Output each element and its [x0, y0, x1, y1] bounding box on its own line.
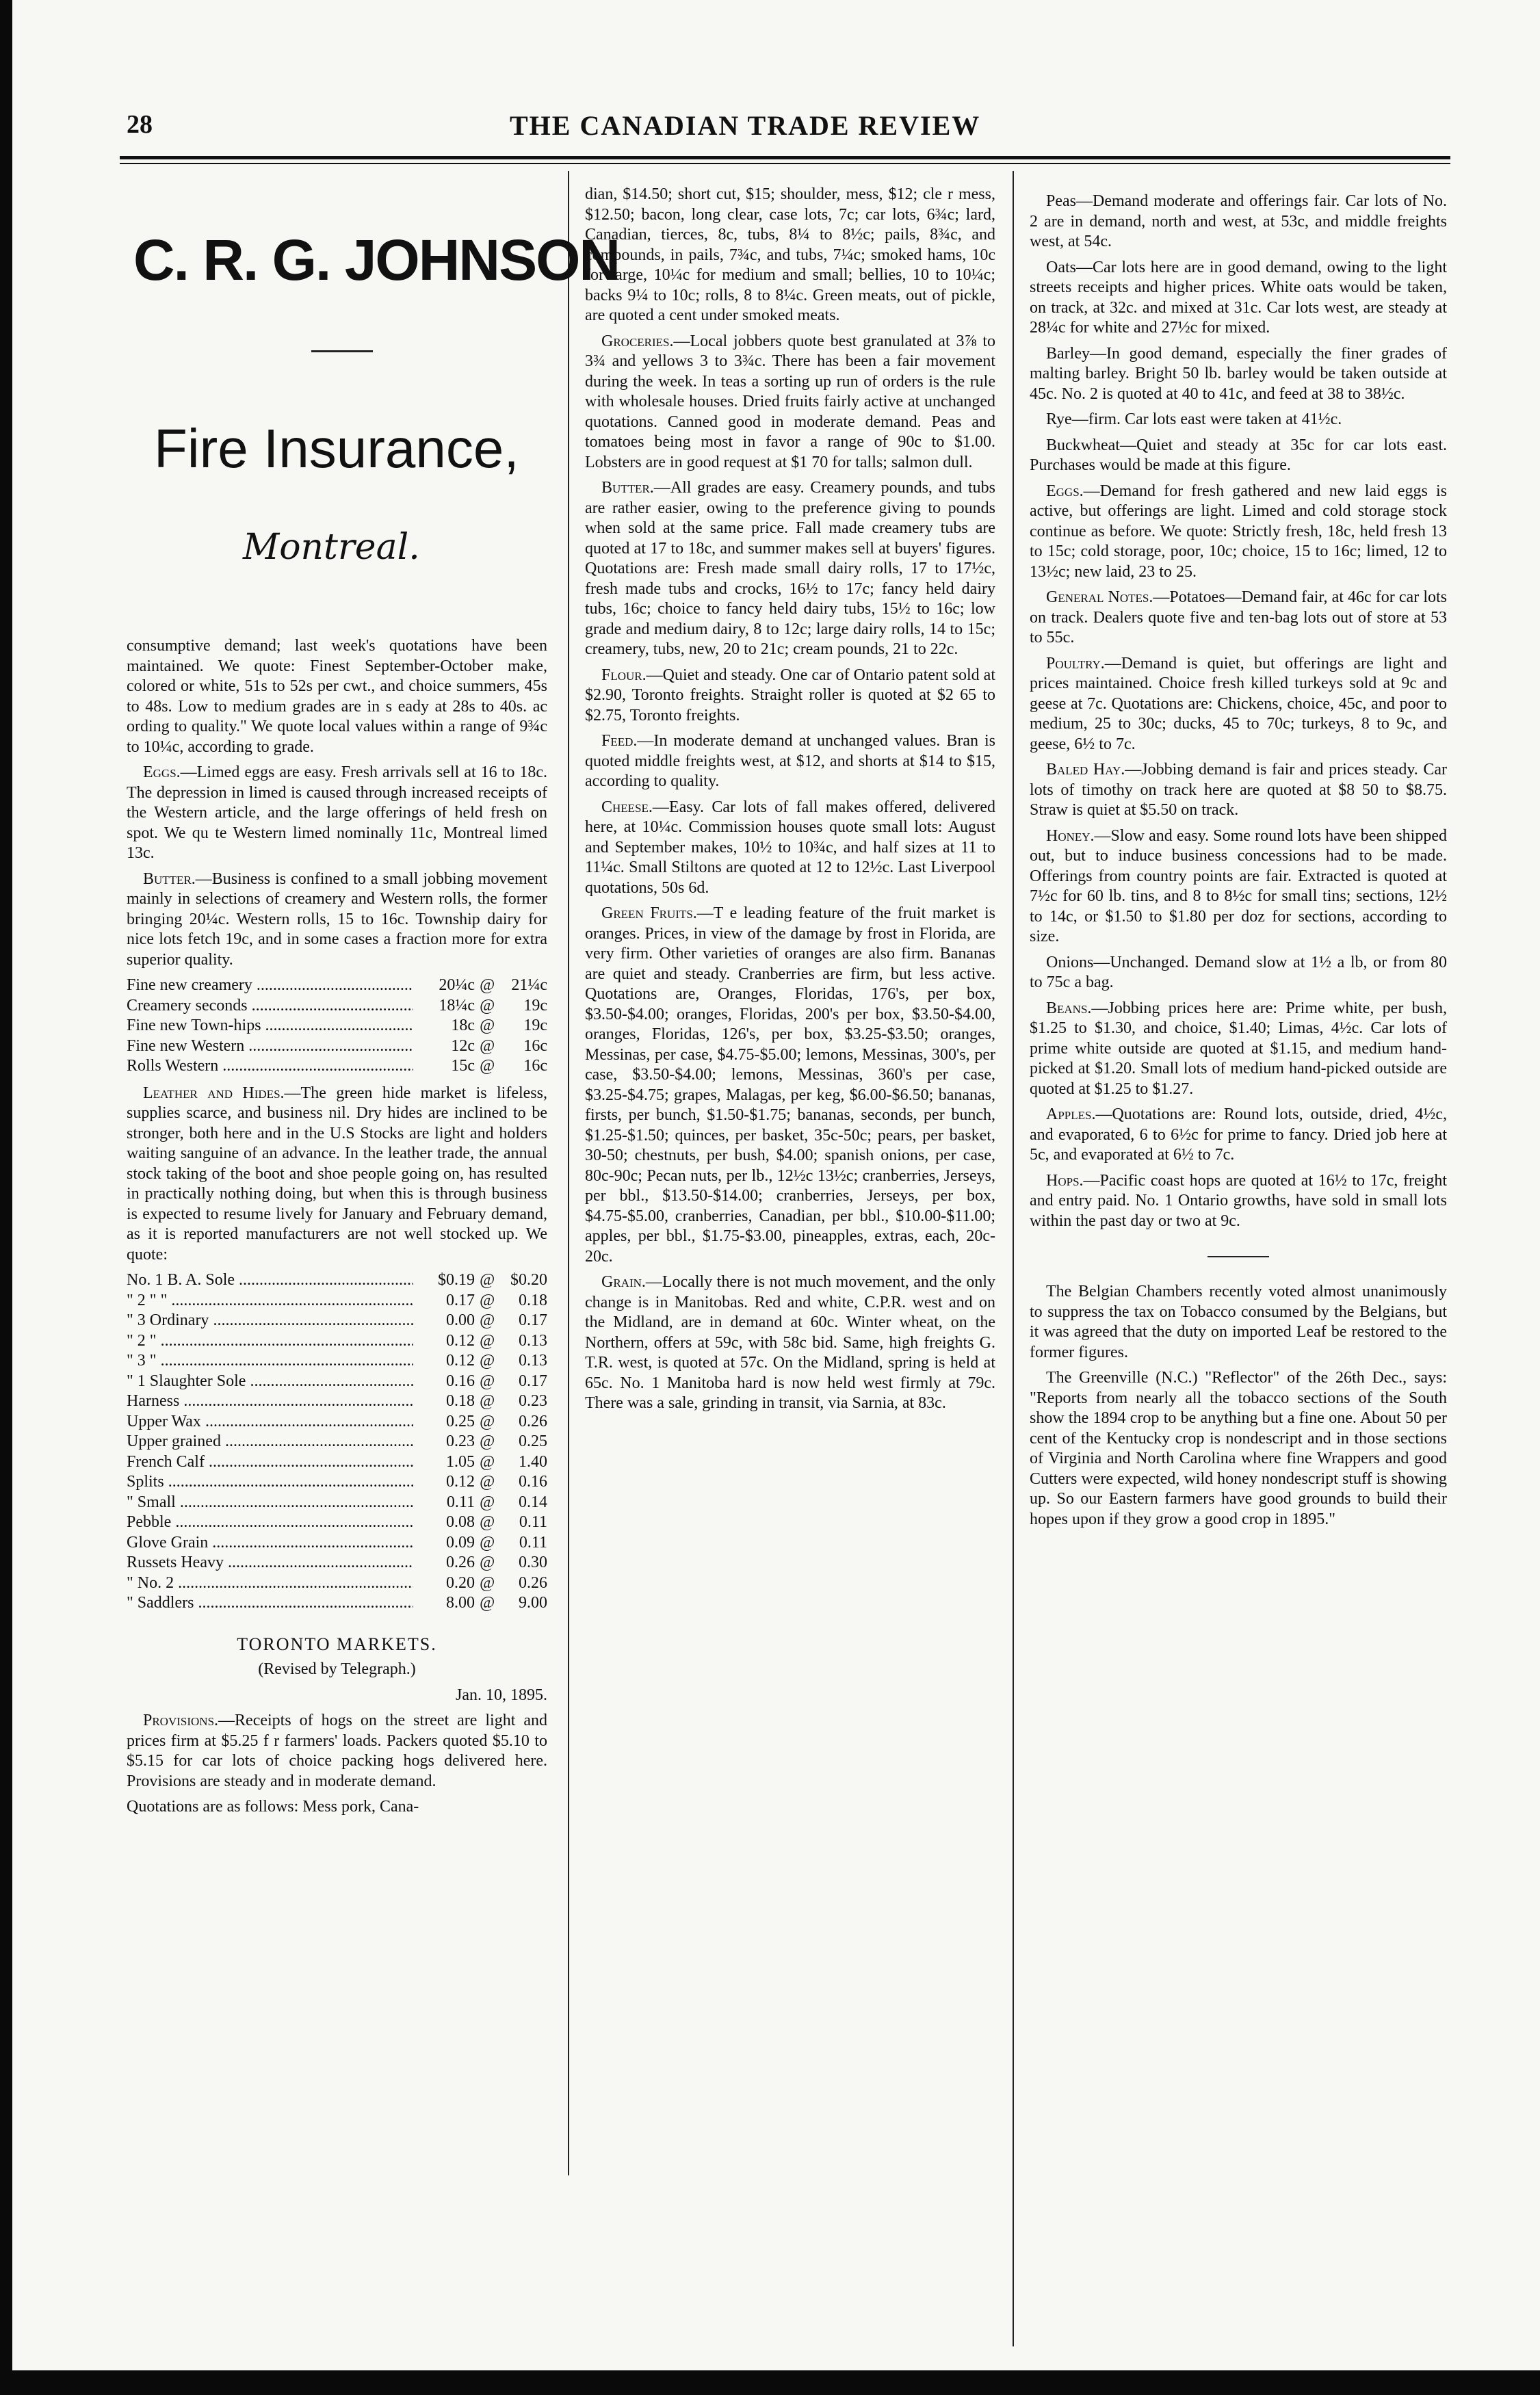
row-item: Upper grained ..... [127, 1432, 413, 1452]
paragraph-provisions [127, 1711, 547, 1792]
paragraph-cheese [585, 798, 995, 899]
paragraph-hops [1030, 1171, 1447, 1232]
section-lead: Leather and Hides. [143, 1084, 285, 1102]
paragraph-baled-hay [1030, 760, 1447, 821]
row-item: " 2 " ..... [127, 1331, 413, 1352]
row-item: No. 1 B. A. Sole ..... [127, 1270, 413, 1291]
row-high: 0.11 [519, 1513, 547, 1531]
row-low: 0.18 [446, 1392, 475, 1410]
at-sign: @ [479, 1311, 495, 1329]
scan-edge-bottom [0, 2370, 1540, 2395]
table-row [127, 1391, 547, 1412]
at-sign: @ [479, 1057, 495, 1075]
column-divider-2 [1013, 171, 1014, 2346]
row-low: 0.17 [446, 1291, 475, 1309]
section-divider [1208, 1256, 1269, 1257]
at-sign: @ [479, 996, 495, 1015]
paragraph-text: —Demand for fresh gathered and new laid eggs is active, but offerings are light. Limed and cold storage stock continue as before. We quote: Strictly fresh, 18c, held fresh 13 to 15c; cold storage, poor, 10c; choice, 15 to 16c; limed, 12 to 13½c; new laid, 23 to 25. [1030, 482, 1447, 581]
row-high: 0.30 [519, 1554, 547, 1571]
table-row [127, 1472, 547, 1493]
row-high: 0.11 [519, 1533, 547, 1552]
row-high: 0.14 [519, 1493, 547, 1511]
row-high: 0.26 [519, 1412, 547, 1430]
at-sign: @ [479, 1331, 495, 1350]
row-high: 16c [523, 1057, 547, 1075]
at-sign: @ [479, 1017, 495, 1034]
table-row [127, 1331, 547, 1352]
row-high: 16c [523, 1036, 547, 1055]
paragraph-grain [585, 1272, 995, 1414]
row-item: " 3 Ordinary ..... [127, 1311, 413, 1331]
table-row [127, 1432, 547, 1452]
paragraph-text: —Potatoes—Demand fair, at 46c for car lots on track. Dealers quote five and ten-bag lots out of store at 53 to 55c. [1030, 588, 1447, 646]
paragraph-text: —In moderate demand at unchanged values. Bran is quoted middle freights west, at $12, and shorts at $14 to $15, according to quality. [585, 732, 995, 790]
row-item: French Calf ..... [127, 1452, 413, 1473]
row-low: 0.11 [446, 1493, 475, 1511]
paragraph-text: —Quiet and steady. One car of Ontario patent sold at $2.90, Toronto freights. Straight roller is quoted at $2 65 to $2.75, Toronto freights. [585, 666, 995, 724]
row-low: 12c [451, 1036, 475, 1055]
row-high: 21¼c [511, 976, 547, 994]
column-divider-1 [568, 171, 569, 2175]
scan-edge-left [0, 0, 12, 2395]
at-sign: @ [479, 1036, 495, 1055]
table-row [127, 1372, 547, 1392]
paragraph-butter [127, 869, 547, 971]
row-high: 0.17 [519, 1311, 547, 1329]
row-low: 1.05 [446, 1452, 475, 1471]
leather-price-table [127, 1270, 547, 1614]
row-low: 0.23 [446, 1432, 475, 1450]
paragraph-text: —Slow and easy. Some round lots have been shipped out, but to induce business concessions had to be made. Offerings from country points are fair. Extracted is quoted at 7½c for 60 lb. tins, and 8 to 8½c for small tins; sections, 12½ to 14c, or $1.50 to $1.80 per doz for sections, according to size. [1030, 826, 1447, 945]
section-lead: General Notes. [1046, 588, 1153, 606]
paragraph-text: —Pacific coast hops are quoted at 16½ to 17c, freight and entry paid. No. 1 Ontario growths, have sold in small lots within the past day or two at 9c. [1030, 1171, 1447, 1230]
section-lead: Baled Hay. [1046, 761, 1125, 778]
section-lead: Cheese. [601, 798, 653, 816]
table-row [127, 1533, 547, 1554]
row-low: 0.09 [446, 1533, 475, 1552]
section-lead: Eggs. [143, 763, 181, 781]
row-item: Fine new Western ..... [127, 1036, 413, 1057]
butter-price-table [127, 976, 547, 1077]
row-high: 1.40 [519, 1452, 547, 1471]
row-item: " 1 Slaughter Sole ..... [127, 1372, 413, 1392]
paragraph-text: —Receipts of hogs on the street are light and prices firm at $5.25 f r farmers' loads. Packers quoted $5.10 to $5.15 for car lots of choice packing hogs delivered here. Provisions are steady and in moderate demand. [127, 1712, 547, 1790]
header-rule-thick [120, 156, 1450, 159]
paragraph-flour [585, 666, 995, 727]
row-item: " No. 2 ..... [127, 1573, 413, 1594]
paragraph-butter [585, 478, 995, 660]
paragraph-text: —Quotations are: Round lots, outside, dried, 4½c, and evaporated, 6 to 6½c for prime to fancy. Dried job here at 5c, and evaporated at 6½ to 7c. [1030, 1105, 1447, 1164]
paragraph-text: —Jobbing prices here are: Prime white, per bush, $1.25 to $1.30, and choice, $1.40; Limas, 4½c. Car lots of prime white outside are quoted at $1.15, and medium hand-picked at $1.20. Small lots of medium hand-picked outside are quoted at $1.25 to $1.27. [1030, 999, 1447, 1098]
ad-business-line: Fire Insurance, [154, 418, 519, 479]
at-sign: @ [479, 1392, 495, 1410]
paragraph-text: —Demand is quiet, but offerings are light and prices maintained. Choice fresh killed turkeys sold at 9c and geese at 7c. Quotations are: Chickens, choice, 45c, and poor to medium, 25 to 30c; ducks, 45 to 70c; turkeys, 8 to 9c, and geese, 6½ to 7c. [1030, 654, 1447, 753]
row-high: 19c [523, 1017, 547, 1034]
at-sign: @ [479, 1372, 495, 1390]
page-number: 28 [127, 110, 153, 139]
paragraph-text: —All grades are easy. Creamery pounds, and tubs are rather easier, owing to the preference giving to pounds when sold at the same price. Fall made creamery tubs are quoted at 17 to 18c, and summer makes sell at buyers' figures. Quotations are: Fresh made small dairy rolls, 17 to 17½c, fresh made tubs and crocks, 16½ to 17c; fancy held dairy tubs, 16c; choice to fancy held dairy tubs, 15½ to 16c; low grade and medium dairy, 8 to 12c; large dairy rolls, 14 to 15c; creamery, tubs, new, 20 to 21c; cream pounds, 21 to 22c. [585, 479, 995, 658]
paragraph-peas: Peas—Demand moderate and offerings fair. Car lots of No. 2 are in demand, north and west, at 53c, and middle freights west, at 54c. [1030, 192, 1447, 250]
paragraph-oats: Oats—Car lots here are in good demand, owing to the light streets receipts and higher prices. White oats would be taken, on track, at 32c. and mixed at 31c. Car lots west, are steady at 28¼c for white and 27½c for mixed. [1030, 258, 1447, 337]
table-row [127, 1513, 547, 1533]
at-sign: @ [479, 1493, 495, 1511]
row-high: 0.13 [519, 1331, 547, 1350]
at-sign: @ [479, 1513, 495, 1531]
paragraph-text: —Local jobbers quote best granulated at 3⅞ to 3¾ and yellows 3 to 3¾c. There has been a fair movement during the week. In teas a sorting up run of orders is the rule with wholesale houses. Dried fruits fairly active at unchanged quotations. Canned good in moderate demand. Peas and tomatoes being most in favor a range of 90c to $1.00. Lobsters are in good request at $1 70 for talls; salmon dull. [585, 332, 995, 471]
paragraph-text: —Locally there is not much movement, and the only change is in Manitobas. Red and white, C.P.R. west and on the Midland, are in demand at 60c. Winter wheat, on the Northern, offers at 59c, with 58c bid. Same, high freights G. T.R. west, is quoted at 57c. On the Midland, spring is held at 65c. No. 1 Manitoba hard is now held west firmly at 79c. There was a sale, grinding in transit, via Sarnia, at 83c. [585, 1273, 995, 1412]
row-low: 8.00 [446, 1594, 475, 1612]
paragraph-eggs [1030, 482, 1447, 583]
at-sign: @ [479, 1573, 495, 1592]
row-low: 15c [451, 1057, 475, 1075]
section-lead: Eggs. [1046, 482, 1084, 500]
table-row [127, 1291, 547, 1311]
section-lead: Green Fruits. [601, 904, 697, 922]
section-lead: Beans. [1046, 999, 1092, 1017]
row-low: 0.12 [446, 1331, 475, 1350]
table-row [127, 1573, 547, 1594]
at-sign: @ [479, 1352, 495, 1370]
section-lead: Provisions. [143, 1712, 219, 1729]
row-item: " Saddlers ..... [127, 1593, 413, 1614]
paragraph-text: —Easy. Car lots of fall makes offered, delivered here, at 10¼c. Commission houses quote small lots: August and September makes, 10½ to 10¾c, and half sizes at 11 to 11¼c. Small Stiltons are quoted at 12 to 12½c. Last Liverpool quotations, 50s 6d. [585, 798, 995, 897]
row-high: 0.26 [519, 1573, 547, 1592]
column-right [1030, 192, 1447, 1535]
table-row [127, 976, 547, 996]
paragraph-belgian-tobacco: The Belgian Chambers recently voted almost unanimously to suppress the tax on Tobacco consumed by the Belgians, but it was agreed that the duty on imported Leaf be restored to the former figures. [1030, 1283, 1447, 1361]
paragraph-general-notes [1030, 588, 1447, 649]
row-low: 0.12 [446, 1352, 475, 1370]
revised-note: (Revised by Telegraph.) [258, 1660, 416, 1678]
paragraph-onions: Onions—Unchanged. Demand slow at 1½ a lb, or from 80 to 75c a bag. [1030, 953, 1447, 991]
row-item: Pebble ..... [127, 1513, 413, 1533]
table-row [127, 1056, 547, 1077]
row-low: 18¼c [439, 996, 475, 1015]
paragraph-leather [127, 1084, 547, 1266]
row-low: 0.08 [446, 1513, 475, 1531]
row-low: 0.00 [446, 1311, 475, 1329]
row-item: " Small ..... [127, 1493, 413, 1513]
table-row [127, 1036, 547, 1057]
paragraph-text: —Jobbing demand is fair and prices steady. Car lots of timothy on track here are quoted at $8 50 to $8.75. Straw is quiet at $5.50 on track. [1030, 761, 1448, 819]
row-item: " 2 " " ..... [127, 1291, 413, 1311]
paragraph-buckwheat: Buckwheat—Quiet and steady at 35c for car lots east. Purchases would be made at this figure. [1030, 436, 1447, 474]
ad-city: Montreal. [243, 527, 420, 568]
at-sign: @ [479, 1291, 495, 1309]
dateline: Jan. 10, 1895. [456, 1686, 547, 1704]
row-item: Splits ..... [127, 1472, 413, 1493]
paragraph-text: —Limed eggs are easy. Fresh arrivals sell at 16 to 18c. The depression in limed is caused through increased receipts of the Western article, and the large offerings of held fresh on spot. We qu te Western limed nominally 11c, Montreal limed 13c. [127, 763, 547, 862]
row-high: $0.20 [510, 1271, 547, 1289]
table-row [127, 1493, 547, 1513]
paragraph-apples [1030, 1105, 1447, 1166]
at-sign: @ [479, 976, 495, 994]
section-lead: Grain. [601, 1273, 646, 1291]
row-low: 0.12 [446, 1473, 475, 1491]
row-low: 0.20 [446, 1573, 475, 1592]
row-low: 0.25 [446, 1412, 475, 1430]
section-lead: Poultry. [1046, 654, 1105, 672]
paragraph: dian, $14.50; short cut, $15; shoulder, mess, $12; cle r mess, $12.50; bacon, long clear, case lots, 7c; car lots, 6¾c; lard, Canadian, tierces, 8c, tubs, 8¼ to 8½c; pails, 8¾c, and compounds, in pails, 7¾c, and tubs, 7¼c; smoked hams, 10c for large, 10¼c for medium and small; bellies, 10 to 10¼c; backs 9¼ to 10c; rolls, 8 to 8¼c. Green meats, out of pickle, are quoted a cent under smoked meats. [585, 185, 995, 324]
paragraph-greenville-reflector: The Greenville (N.C.) "Reflector" of the 26th Dec., says: "Reports from nearly all the tobacco sections of the South show the 1894 crop to be anything but a fine one. About 50 per cent of the Kentucky crop is nondescript and in those sections of Virginia and North Carolina where fine Wrappers and good Cutters were expected, wild honey nondescript stuff is showing up. So our Eastern farmers have good grounds to build their hopes upon if they grow a good crop in 1895." [1030, 1369, 1447, 1528]
running-title: THE CANADIAN TRADE REVIEW [510, 110, 981, 141]
page-header [127, 109, 1444, 150]
paragraph-barley: Barley—In good demand, especially the finer grades of malting barley. Bright 50 lb. barley would be taken outside at 45c. No. 2 is quoted at 40 to 41c, and feed at 38 to 38½c. [1030, 344, 1447, 403]
column-left [127, 636, 547, 1823]
row-item: Upper Wax ..... [127, 1412, 413, 1432]
table-row [127, 1593, 547, 1614]
row-high: 0.18 [519, 1291, 547, 1309]
paragraph-text: —Business is confined to a small jobbing movement mainly in selections of creamery and Western rolls, the former bringing 20¼c. Western rolls, 15 to 16c. Township dairy for nice lots fetch 19c, and in some cases a fraction more for extra superior quality. [127, 869, 547, 969]
row-item: Fine new Town-hips ..... [127, 1016, 413, 1036]
section-lead: Flour. [601, 666, 647, 684]
row-item: " 3 " ..... [127, 1351, 413, 1372]
row-item: Russets Heavy ..... [127, 1553, 413, 1573]
paragraph-beans [1030, 999, 1447, 1100]
row-high: 0.17 [519, 1372, 547, 1390]
paragraph-honey [1030, 826, 1447, 947]
row-low: 18c [451, 1017, 475, 1034]
row-low: 0.26 [446, 1554, 475, 1571]
paragraph-text: —T e leading feature of the fruit market is oranges. Prices, in view of the damage by frost in Florida, are very firm. Other varieties of oranges are also firm. Bananas are quiet and steady. Cranberries are firm, but less active. Quotations are, Oranges, Floridas, 176's, per box, $3.50-$4.00; oranges, Floridas, 200's per box, $3.50-$4.00, oranges, Floridas, 126's, per box, $3.25-$3.50; oranges, Messinas, per case, $4.75-$5.00; lemons, Messinas, 300's, per case, $3.50-$4.00; lemons, Messinas, 360's per case, $3.25-$4.75; grapes, Malagas, per keg, $6.00-$6.50; bananas, firsts, per bunch, $1.50-$1.75; bananas, seconds, per bunch, $1.25-$1.50; quinces, per basket, 35c-50c; pears, per basket, 30-50; chestnuts, per bush, $4.00; spanish onions, per case, 80c-90c; Pecan nuts, per lb., 12½c 13½c; cranberries, Jerseys, per bbl., $13.50-$14.00; cranberries, Jerseys, per box, $4.75-$5.00, cranberries, Canadian, per bbl., $10.00-$11.00; apples, per bbl., $1.75-$3.00, pineapples, extras, each, 20c-20c. [585, 904, 995, 1266]
row-item: Rolls Western ..... [127, 1056, 413, 1077]
at-sign: @ [479, 1533, 495, 1552]
at-sign: @ [479, 1594, 495, 1612]
row-low: $0.19 [438, 1271, 475, 1289]
row-high: 0.25 [519, 1432, 547, 1450]
row-high: 9.00 [519, 1594, 547, 1612]
row-item: Glove Grain ..... [127, 1533, 413, 1554]
paragraph-text: —The green hide market is lifeless, supplies scarce, and business nil. Dry hides are inclined to be stronger, both here and in the U.S Stocks are light and holders waiting sanguine of an advance. In the leather trade, the annual stock taking of the boot and shoe people going on, has resulted in practically nothing doing, but when this is through business is expected to resume lively for January and February demand, as it is reported manufacturers are not well stocked up. We quote: [127, 1084, 547, 1264]
row-high: 19c [523, 996, 547, 1015]
table-row [127, 1553, 547, 1573]
row-high: 0.16 [519, 1473, 547, 1491]
ad-name: C. R. G. JOHNSON [133, 228, 620, 292]
table-row [127, 1452, 547, 1473]
section-heading-toronto: TORONTO MARKETS. [237, 1634, 437, 1654]
section-lead: Groceries. [601, 332, 674, 350]
table-row [127, 1016, 547, 1036]
section-lead: Butter. [143, 869, 196, 888]
at-sign: @ [479, 1452, 495, 1471]
row-high: 0.13 [519, 1352, 547, 1370]
row-high: 0.23 [519, 1392, 547, 1410]
at-sign: @ [479, 1271, 495, 1289]
section-lead: Apples. [1046, 1105, 1096, 1123]
at-sign: @ [479, 1554, 495, 1571]
row-low: 20¼c [439, 976, 475, 994]
section-lead: Butter. [601, 479, 654, 497]
header-rule-thin [120, 163, 1450, 164]
table-row [127, 996, 547, 1017]
section-lead: Honey. [1046, 826, 1095, 845]
row-item: Harness ..... [127, 1391, 413, 1412]
row-low: 0.16 [446, 1372, 475, 1390]
section-lead: Feed. [601, 732, 638, 750]
paragraph-groceries [585, 332, 995, 473]
insurance-advertisement [127, 192, 620, 629]
table-row [127, 1351, 547, 1372]
row-item: Fine new creamery ..... [127, 976, 413, 996]
paragraph: Quotations are as follows: Mess pork, Cana- [127, 1798, 419, 1816]
at-sign: @ [479, 1412, 495, 1430]
ad-divider [311, 350, 373, 352]
at-sign: @ [479, 1473, 495, 1491]
paragraph: consumptive demand; last week's quotations have been maintained. We quote: Finest September-October make, colored or white, 51s to 52s per cwt., and choice summers, 45s to 48s. Low to medium grades are in s eady at 28s to 40s. ac ording to quality." We quote local values within a range of 9¾c to 10¼c, according to grade. [127, 637, 547, 756]
paragraph-poultry [1030, 654, 1447, 755]
column-middle [585, 185, 995, 1419]
paragraph-green-fruits [585, 904, 995, 1267]
at-sign: @ [479, 1432, 495, 1450]
section-lead: Hops. [1046, 1171, 1084, 1190]
paragraph-feed [585, 731, 995, 792]
paragraph-rye: Rye—firm. Car lots east were taken at 41½c. [1046, 410, 1342, 428]
table-row [127, 1412, 547, 1432]
paragraph-eggs [127, 763, 547, 864]
row-item: Creamery seconds ..... [127, 996, 413, 1017]
table-row [127, 1311, 547, 1331]
table-row [127, 1270, 547, 1291]
